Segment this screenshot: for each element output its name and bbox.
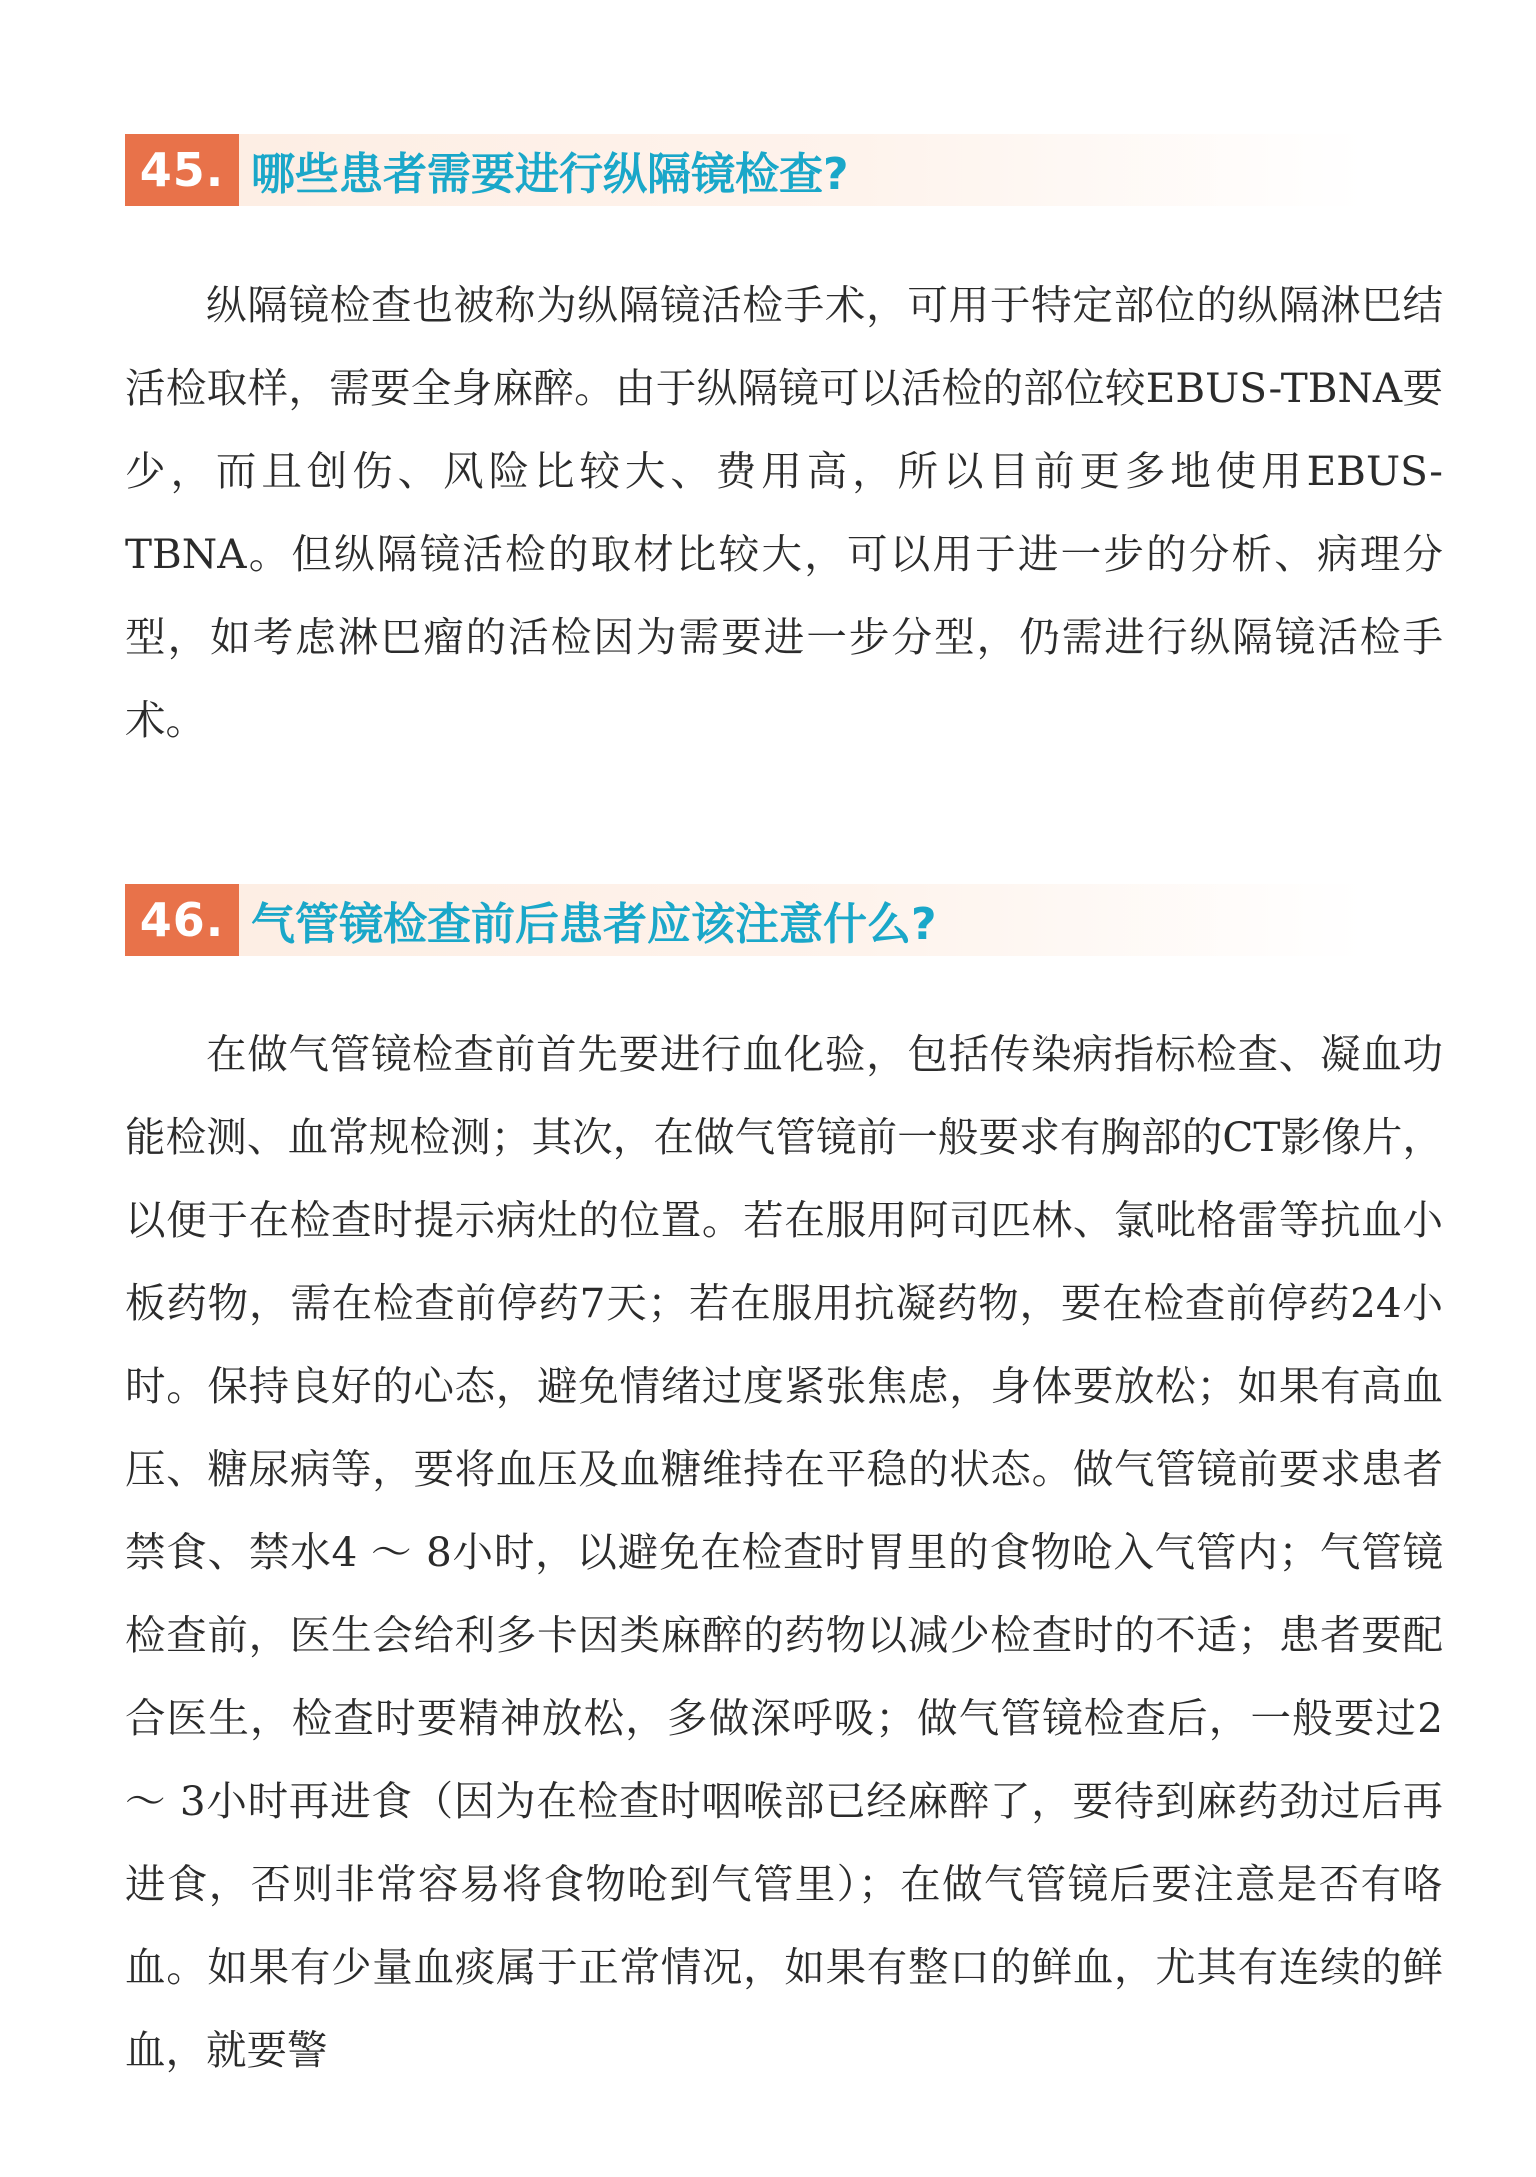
- question-title-band: [239, 134, 1365, 206]
- question-title: 哪些患者需要进行纵隔镜检查?: [251, 149, 849, 200]
- question-number: 45.: [125, 134, 239, 206]
- question-number: 46.: [125, 884, 239, 956]
- answer-paragraph-46: 在做气管镜检查前首先要进行血化验，包括传染病指标检查、凝血功能检测、血常规检测；其次，在做气管镜前一般要求有胸部的CT影像片，以便于在检查时提示病灶的位置。若在服用阿司匹林、氯吡格雷等抗血小板药物，需在检查前停药7天；若在服用抗凝药物，要在检查前停药24小时。保持良好的心态，避免情绪过度紧张焦虑，身体要放松；如果有高血压、糖尿病等，要将血压及血糖维持在平稳的状态。做气管镜前要求患者禁食、禁水4 ～ 8小时，以避免在检查时胃里的食物呛入气管内；气管镜检查前，医生会给利多卡因类麻醉的药物以减少检查时的不适；患者要配合医生，检查时要精神放松，多做深呼吸；做气管镜检查后，一般要过2 ～ 3小时再进食（因为在检查时咽喉部已经麻醉了，要待到麻药劲过后再进食，否则非常容易将食物呛到气管里）；在做气管镜后要注意是否有咯血。如果有少量血痰属于正常情况，如果有整口的鲜血，尤其有连续的鲜血，就要警: [125, 1030, 1443, 2074]
- question-title: 气管镜检查前后患者应该注意什么?: [251, 899, 937, 950]
- question-header-45: [125, 134, 1365, 206]
- question-header-46: [125, 884, 1365, 956]
- question-title-band: [239, 884, 1365, 956]
- answer-paragraph-45: 纵隔镜检查也被称为纵隔镜活检手术，可用于特定部位的纵隔淋巴结活检取样，需要全身麻醉。由于纵隔镜可以活检的部位较EBUS-TBNA要少，而且创伤、风险比较大、费用高，所以目前更多地使用EBUS-TBNA。但纵隔镜活检的取材比较大，可以用于进一步的分析、病理分型，如考虑淋巴瘤的活检因为需要进一步分型，仍需进行纵隔镜活检手术。: [125, 281, 1443, 744]
